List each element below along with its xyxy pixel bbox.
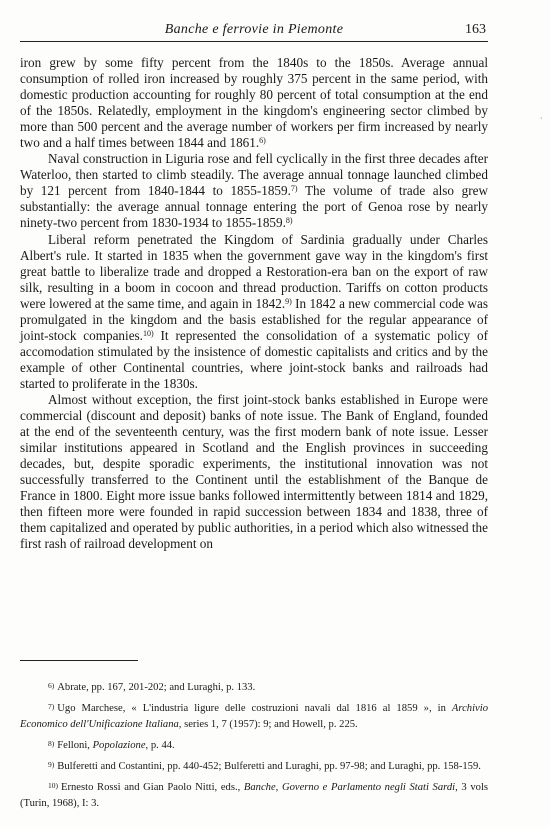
footnote-7 <box>20 699 488 734</box>
paragraph-3 <box>20 232 488 392</box>
running-title: Banche e ferrovie in Piemonte <box>164 22 344 37</box>
footnote-number: 6) <box>48 681 55 690</box>
page-number: 163 <box>465 22 486 37</box>
footnotes <box>20 678 488 815</box>
note-ref-9: 9) <box>285 296 292 306</box>
main-text <box>20 55 488 552</box>
paragraph-2 <box>20 151 488 231</box>
footnote-rule <box>20 660 138 661</box>
note-ref-10: 10) <box>142 328 154 338</box>
footnote-text: Ernesto Rossi and Gian Paolo Nitti, eds., <box>61 781 244 793</box>
paragraph-4 <box>20 392 488 552</box>
paragraph-3-text-c: It represented the consolidation of a systematic policy of accomodation stimulated by the insistence of domestic capitalists and critics and by the example of other Continental countries, where joint-stock banks and railroads had started to proliferate in the 1830s. <box>20 327 488 391</box>
footnote-text: , p. 44. <box>145 740 175 752</box>
footnote-number: 8) <box>48 739 55 749</box>
footnote-title: Archivio Economico dell'Unificazione Italiana <box>20 702 488 731</box>
note-ref-6: 6) <box>259 136 266 146</box>
footnote-text: Abrate, pp. 167, 201-202; and Luraghi, p. 133. <box>57 682 256 693</box>
footnote-text: Bulferetti and Costantini, pp. 440-452; Bulferetti and Luraghi, pp. 97-98; and Luraghi, pp. 158-159. <box>57 760 481 772</box>
footnote-text: , series 1, 7 (1957): 9; and Howell, p. 225. <box>178 719 358 731</box>
margin-mark: · <box>540 114 543 123</box>
footnote-8 <box>20 736 488 755</box>
paragraph-1-text: iron grew by some fifty percent from the 1840s to the 1850s. Average annual consumption of rolled iron increased by roughly 375 percent in the same period, with domestic production accounting for roughly 80 percent of total consumption at the end of the 1850s. Relatedly, employment in the kingdom's engineering sector climbed by more than 500 percent and the average number of workers per firm increased by nearly two and a half times between 1844 and 1861. <box>20 55 488 151</box>
footnote-text: Ugo Marchese, « L'industria ligure delle costruzioni navali dal 1816 al 1859 », in <box>57 702 452 714</box>
footnote-number: 9) <box>48 759 55 769</box>
header-rule <box>20 41 488 42</box>
footnote-number: 10) <box>48 780 58 790</box>
paragraph-1 <box>20 55 488 151</box>
footnote-title: Banche, Governo e Parlamento negli Stati Sardi <box>243 781 456 793</box>
paragraph-4-text: Almost without exception, the first joint-stock banks established in Europe were commercial (discount and deposit) banks of note issue. The Bank of England, founded at the end of the seventeenth century, was the first modern bank of note issue. Lesser similar institutions appeared in Scotland and the English provinces in succeeding decades, but, despite sporadic experiments, the institutional innovation was not successfully transferred to the Continent until the establishment of the Banque de France in 1800. Eight more issue banks followed intermittently between 1814 and 1829, then fifteen more were founded in rapid succession between 1834 and 1838, three of them capitalized and operated by public authorities, in a period which also witnessed the first rash of railroad development on <box>20 391 488 552</box>
footnote-9 <box>20 757 488 776</box>
running-header <box>20 22 488 40</box>
footnote-title: Popolazione <box>92 740 146 752</box>
footnote-10 <box>20 778 488 813</box>
paragraph-3-text-b: In 1842 a new commercial code was promulgated in the kingdom and the basis established for the regular appearance of joint-stock companies. <box>20 295 488 343</box>
footnote-number: 7) <box>48 701 55 711</box>
paragraph-2-text-b: The volume of trade also grew substantially: the average annual tonnage entering the port of Genoa rose by nearly ninety-two percent from 1830-1934 to 1855-1859. <box>20 183 488 231</box>
paragraph-2-text-a: Naval construction in Liguria rose and fell cyclically in the first three decades after Waterloo, then started to climb steadily. The average annual tonnage launched climbed by 121 percent from 1840-1844 to 1855-1859. <box>20 151 488 199</box>
note-ref-8: 8) <box>285 216 293 226</box>
footnote-6 <box>20 678 488 697</box>
note-ref-7: 7) <box>290 184 298 194</box>
footnote-text: Felloni, <box>57 740 93 752</box>
paragraph-3-text-a: Liberal reform penetrated the Kingdom of Sardinia gradually under Charles Albert's rule. It started in 1835 when the government gave way in the kingdom's first great battle to liberalize trade and dropped a Restoration-era ban on the export of raw silk, resulting in a boom in cocoon and thread production. Tariffs on cotton products were lowered at the same time, and again in 1842. <box>20 231 488 311</box>
footnote-text: , 3 vols (Turin, 1968), I: 3. <box>20 781 489 810</box>
